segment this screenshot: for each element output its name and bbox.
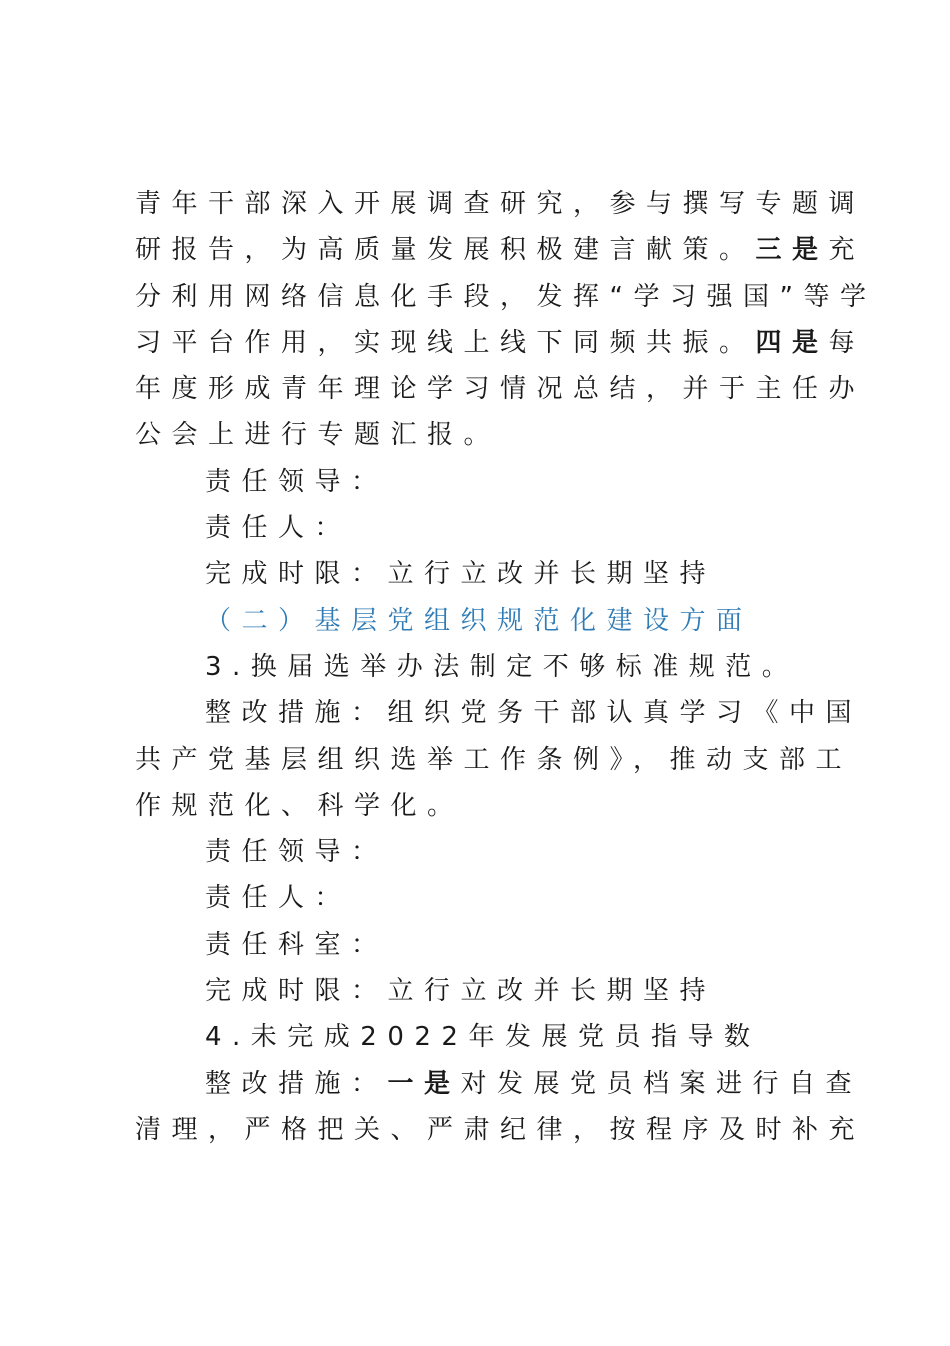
paragraph-youth-study bbox=[135, 181, 877, 459]
text-line: 清理，严格把关、严肃纪律，按程序及时补充 bbox=[135, 1114, 866, 1145]
text-line: 青年干部深入开展调查研究，参与撰写专题调 bbox=[135, 189, 866, 219]
text-line: 整改措施：一是对发展党员档案进行自查 bbox=[205, 1068, 863, 1099]
item-4-measures bbox=[135, 1061, 866, 1154]
text-line: 共产党基层组织选举工作条例》，推动支部工 bbox=[135, 744, 853, 775]
document-page bbox=[135, 181, 877, 1153]
text-line: 习平台作用，实现线上线下同频共振。四是每 bbox=[135, 327, 866, 358]
responsible-leader-2: 责任领导： bbox=[205, 837, 388, 868]
text-line: 分利用网络信息化手段，发挥“学习强国”等学 bbox=[135, 281, 877, 312]
responsible-office-2: 责任科室： bbox=[205, 929, 388, 960]
text-line: 整改措施：组织党务干部认真学习《中国 bbox=[205, 698, 863, 729]
responsible-person-1: 责任人： bbox=[205, 513, 352, 544]
deadline-1: 完成时限：立行立改并长期坚持 bbox=[205, 559, 717, 590]
text-line: 年度形成青年理论学习情况总结，并于主任办 bbox=[135, 374, 866, 405]
text-line: 作规范化、科学化。 bbox=[135, 790, 464, 821]
item-3-title: 3.换届选举办法制定不够标准规范。 bbox=[205, 651, 799, 682]
responsible-leader-1: 责任领导： bbox=[205, 466, 388, 497]
item-3-measures bbox=[135, 690, 863, 829]
emphasis-yi-shi: 一是 bbox=[387, 1068, 461, 1099]
emphasis-san-shi: 三是 bbox=[755, 235, 829, 266]
responsible-person-2: 责任人： bbox=[205, 883, 352, 914]
deadline-2: 完成时限：立行立改并长期坚持 bbox=[205, 976, 717, 1007]
text-line: 公会上进行专题汇报。 bbox=[135, 420, 501, 451]
section-heading: （二）基层党组织规范化建设方面 bbox=[205, 605, 753, 636]
emphasis-si-shi: 四是 bbox=[755, 327, 829, 358]
text-line: 研报告，为高质量发展积极建言献策。三是充 bbox=[135, 235, 866, 266]
item-4-title: 4.未完成2022年发展党员指导数 bbox=[205, 1022, 761, 1053]
